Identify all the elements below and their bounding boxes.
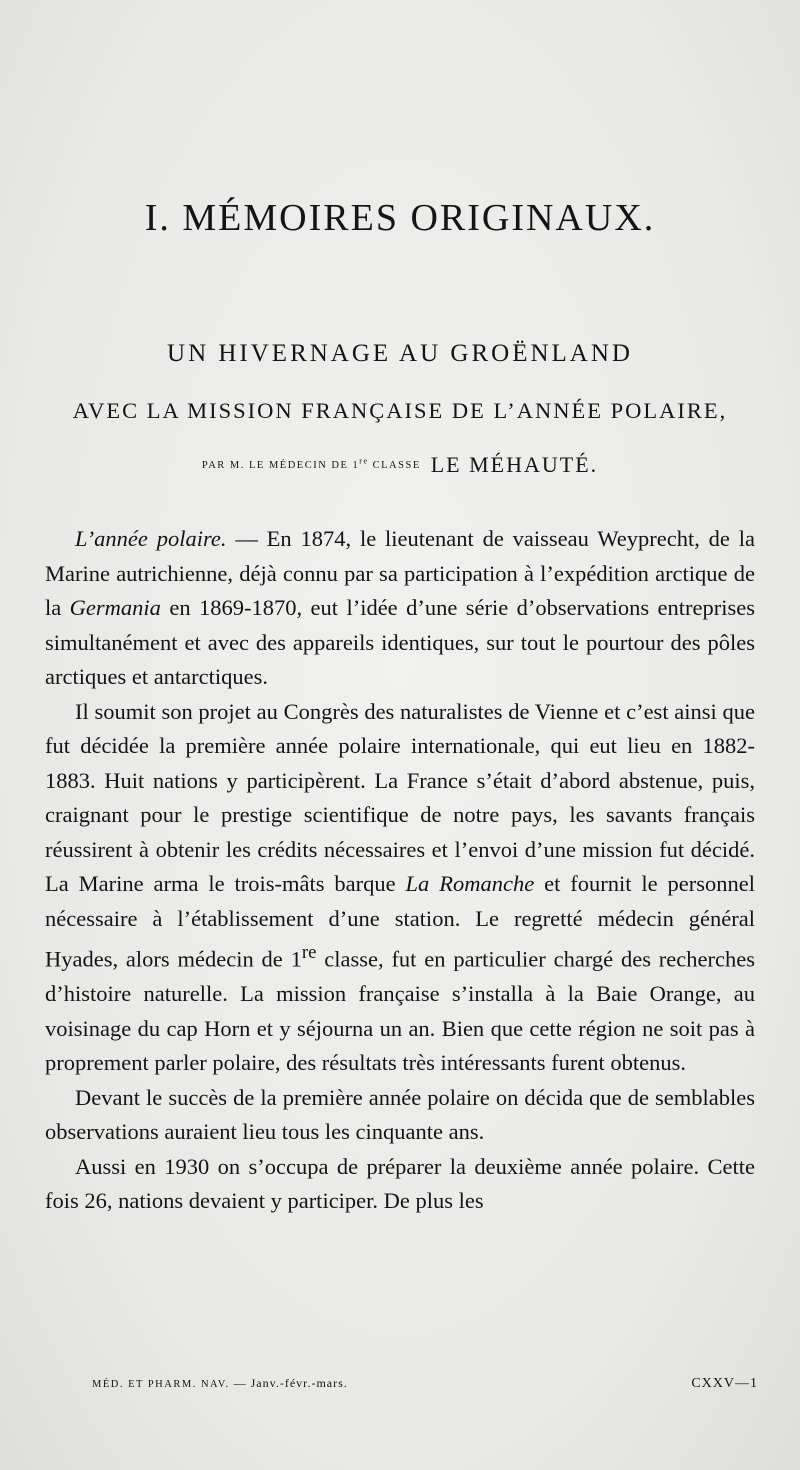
article-subtitle: AVEC LA MISSION FRANÇAISE DE L’ANNÉE POLAIRE, [72,398,728,423]
byline-rank: PAR M. LE MÉDECIN DE 1re CLASSE [201,456,421,471]
author-name: LE MÉHAUTÉ. [430,452,599,477]
paragraph: Il soumit son projet au Congrès des naturalistes de Vienne et c’est ainsi que fut décidée la première année polaire internationale, qui eut lieu en 1882-1883. Huit nations y participèrent. La France s’était d’abord abstenue, puis, craignant pour le prestige scientifique de notre pays, les savants français réussirent à obtenir les crédits nécessaires et l’envoi d’une mission fut décidé. La Marine arma le trois-mâts barque La Romanche et fournit le personnel nécessaire à l’établissement d’une station. Le regretté médecin général Hyades, alors médecin de 1re classe, fut en particulier chargé des recherches d’histoire naturelle. La mission française s’installa à la Baie Orange, au voisinage du cap Horn et y séjourna un an. Bien que cette région ne soit pas à proprement parler polaire, des résultats très intéressants furent obtenus. [45,698,755,1075]
paragraph-lead: L’année polaire. [75,526,227,551]
section-title: I. MÉMOIRES ORIGINAUX. [144,197,656,239]
ship-name: Germania [69,595,161,620]
body-text [45,522,755,1219]
page-footer [92,1376,758,1391]
byline [0,452,800,478]
journal-name: MÉD. ET PHARM. NAV. [92,1379,230,1390]
article-title: UN HIVERNAGE AU GROËNLAND [167,340,633,367]
paragraph: L’année polaire. — En 1874, le lieutenant de vaisseau Weyprecht, de la Marine autrichienne, déjà connu par sa participation à l’expédition arctique de la Germania en 1869-1870, eut l’idée d’une série d’observations entreprises simultanément et avec des appareils identiques, sur tout le pourtour des pôles arctiques et antarctiques. [45,526,755,689]
paragraph: Devant le succès de la première année polaire on décida que de semblables observations auraient lieu tous les cinquante ans. [45,1084,755,1144]
paragraph: Aussi en 1930 on s’occupa de préparer la deuxième année polaire. Cette fois 26, nations devaient y participer. De plus les [45,1153,755,1213]
issue-dates: — Janv.-févr.-mars. [229,1376,348,1390]
signature-mark: CXXV—1 [691,1376,758,1391]
ship-name: La Romanche [405,871,535,896]
